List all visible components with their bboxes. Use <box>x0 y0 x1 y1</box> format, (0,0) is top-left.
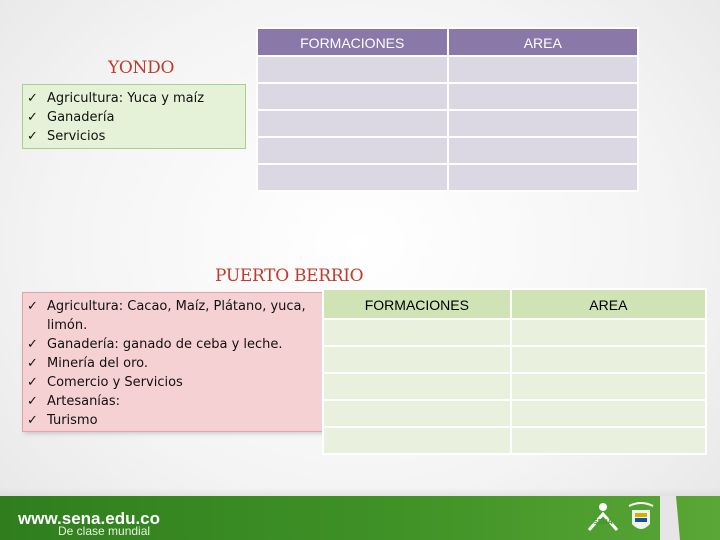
table-cell[interactable] <box>258 84 447 109</box>
check-icon: ✓ <box>27 413 38 428</box>
yondo-title: YONDO <box>108 58 175 78</box>
coat-of-arms-icon <box>626 500 656 538</box>
check-icon: ✓ <box>27 356 38 371</box>
table-row <box>258 138 637 163</box>
table-cell[interactable] <box>258 165 447 190</box>
footer-url-link[interactable]: www.sena.edu.co <box>18 509 161 528</box>
yondo-item-ganaderia: Ganadería <box>47 110 115 125</box>
puerto-berrio-title: PUERTO BERRIO <box>215 266 364 286</box>
table-cell[interactable] <box>449 57 638 82</box>
table-row <box>324 374 705 399</box>
list-item <box>27 335 317 354</box>
table-row <box>258 84 637 109</box>
table-cell[interactable] <box>449 111 638 136</box>
puerto-berrio-activities-list <box>22 292 324 432</box>
sena-logo-icon <box>585 500 621 538</box>
table-cell[interactable] <box>258 138 447 163</box>
table-cell[interactable] <box>258 111 447 136</box>
puerto-item-mineria: Minería del oro. <box>47 356 148 371</box>
table-cell[interactable] <box>512 428 705 453</box>
yondo-item-servicios: Servicios <box>47 129 106 144</box>
column-header-area: AREA <box>512 290 705 318</box>
puerto-item-ganaderia: Ganadería: ganado de ceba y leche. <box>47 337 283 352</box>
list-item <box>27 354 317 373</box>
table-cell[interactable] <box>324 320 510 345</box>
table-cell[interactable] <box>449 138 638 163</box>
list-item <box>27 411 317 430</box>
list-item <box>27 373 317 392</box>
table-row <box>258 111 637 136</box>
footer-tagline: De clase mundial <box>58 524 151 538</box>
list-item <box>27 297 317 335</box>
table-cell[interactable] <box>512 374 705 399</box>
table-cell[interactable] <box>512 320 705 345</box>
yondo-item-agricultura: Agricultura: Yuca y maíz <box>47 91 205 106</box>
puerto-item-agricultura: Agricultura: Cacao, Maíz, Plátano, yuca, limón. <box>47 299 306 333</box>
puerto-item-turismo: Turismo <box>47 413 98 428</box>
table-cell[interactable] <box>258 57 447 82</box>
check-icon: ✓ <box>27 299 38 314</box>
table-row <box>324 320 705 345</box>
table-cell[interactable] <box>449 84 638 109</box>
table-header-row <box>258 29 637 55</box>
table-cell[interactable] <box>324 374 510 399</box>
check-icon: ✓ <box>27 394 38 409</box>
table-row <box>324 401 705 426</box>
check-icon: ✓ <box>27 129 38 144</box>
table-row <box>258 165 637 190</box>
column-header-formaciones: FORMACIONES <box>324 290 510 318</box>
table-row <box>324 428 705 453</box>
yondo-activities-list <box>22 84 246 149</box>
puerto-item-comercio: Comercio y Servicios <box>47 375 183 390</box>
puerto-item-artesanias: Artesanías: <box>47 394 121 409</box>
table-row <box>258 57 637 82</box>
table-header-row <box>324 290 705 318</box>
table-cell[interactable] <box>324 347 510 372</box>
table-row <box>324 347 705 372</box>
list-item <box>27 127 239 146</box>
sena-logo-text: SENA <box>593 519 613 526</box>
list-item <box>27 108 239 127</box>
table-cell[interactable] <box>324 401 510 426</box>
yondo-table <box>256 27 639 192</box>
check-icon: ✓ <box>27 337 38 352</box>
check-icon: ✓ <box>27 91 38 106</box>
table-cell[interactable] <box>324 428 510 453</box>
table-cell[interactable] <box>449 165 638 190</box>
column-header-formaciones: FORMACIONES <box>258 29 447 55</box>
check-icon: ✓ <box>27 110 38 125</box>
puerto-berrio-table <box>322 288 707 455</box>
table-cell[interactable] <box>512 347 705 372</box>
list-item <box>27 89 239 108</box>
column-header-area: AREA <box>449 29 638 55</box>
list-item <box>27 392 317 411</box>
table-cell[interactable] <box>512 401 705 426</box>
corner-decoration <box>660 496 720 540</box>
check-icon: ✓ <box>27 375 38 390</box>
